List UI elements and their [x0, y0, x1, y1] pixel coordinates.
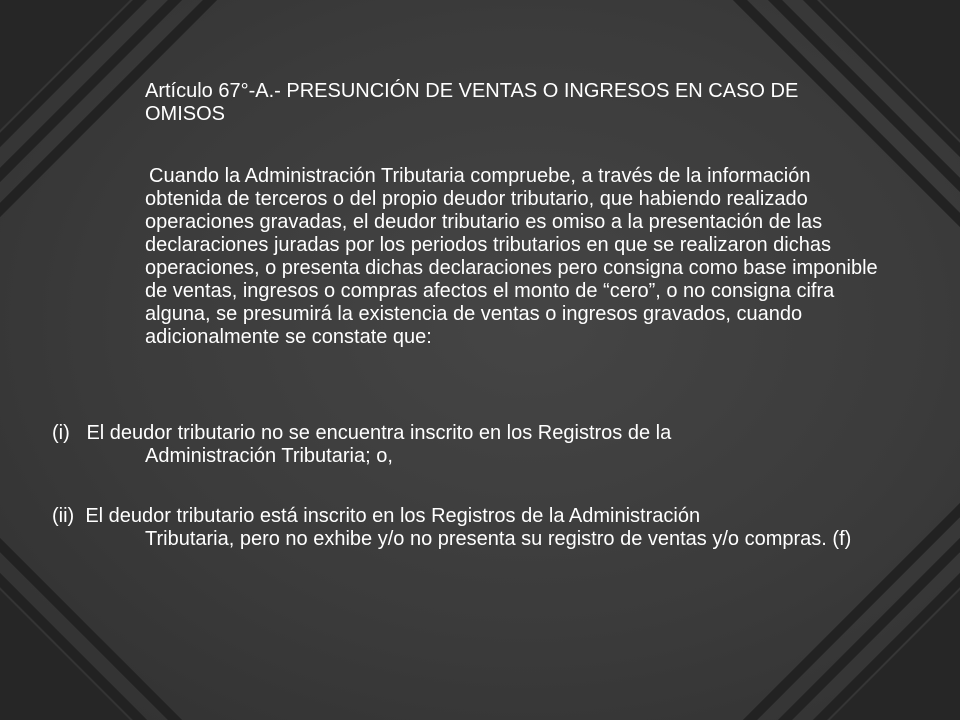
- list-item: [52, 422, 892, 468]
- list-item-first-line: [52, 505, 892, 528]
- article-paragraph-text: Cuando la Administración Tributaria compruebe, a través de la información obtenida de terceros o del propio deudor tributario, que habiendo realizado operaciones gravadas, el deudor tributario es omiso a la presentación de las declaraciones juradas por los periodos tributarios en que se realizaron dichas operaciones, o presenta dichas declaraciones pero consigna como base imponible de ventas, ingresos o compras afectos el monto de “cero”, o no consigna cifra alguna, se presumirá la existencia de ventas o ingresos gravados, cuando adicionalmente se constate que:: [145, 165, 878, 348]
- article-heading: Artículo 67°-A.- PRESUNCIÓN DE VENTAS O INGRESOS EN CASO DE OMISOS: [145, 80, 799, 125]
- list-item-marker: (ii): [52, 505, 75, 527]
- list-item-marker: (i): [52, 422, 70, 444]
- list-item-text: El deudor tributario no se encuentra inscrito en los Registros de la: [86, 422, 672, 444]
- list-item-continuation: Tributaria, pero no exhibe y/o no presenta su registro de ventas y/o compras. (f): [145, 528, 852, 550]
- list-item-continuation: Administración Tributaria; o,: [145, 445, 393, 467]
- list-item-first-line: [52, 422, 892, 445]
- list-item-text: El deudor tributario está inscrito en los Registros de la Administración: [85, 505, 701, 527]
- article-paragraph: [145, 165, 885, 349]
- list-item: [52, 505, 892, 551]
